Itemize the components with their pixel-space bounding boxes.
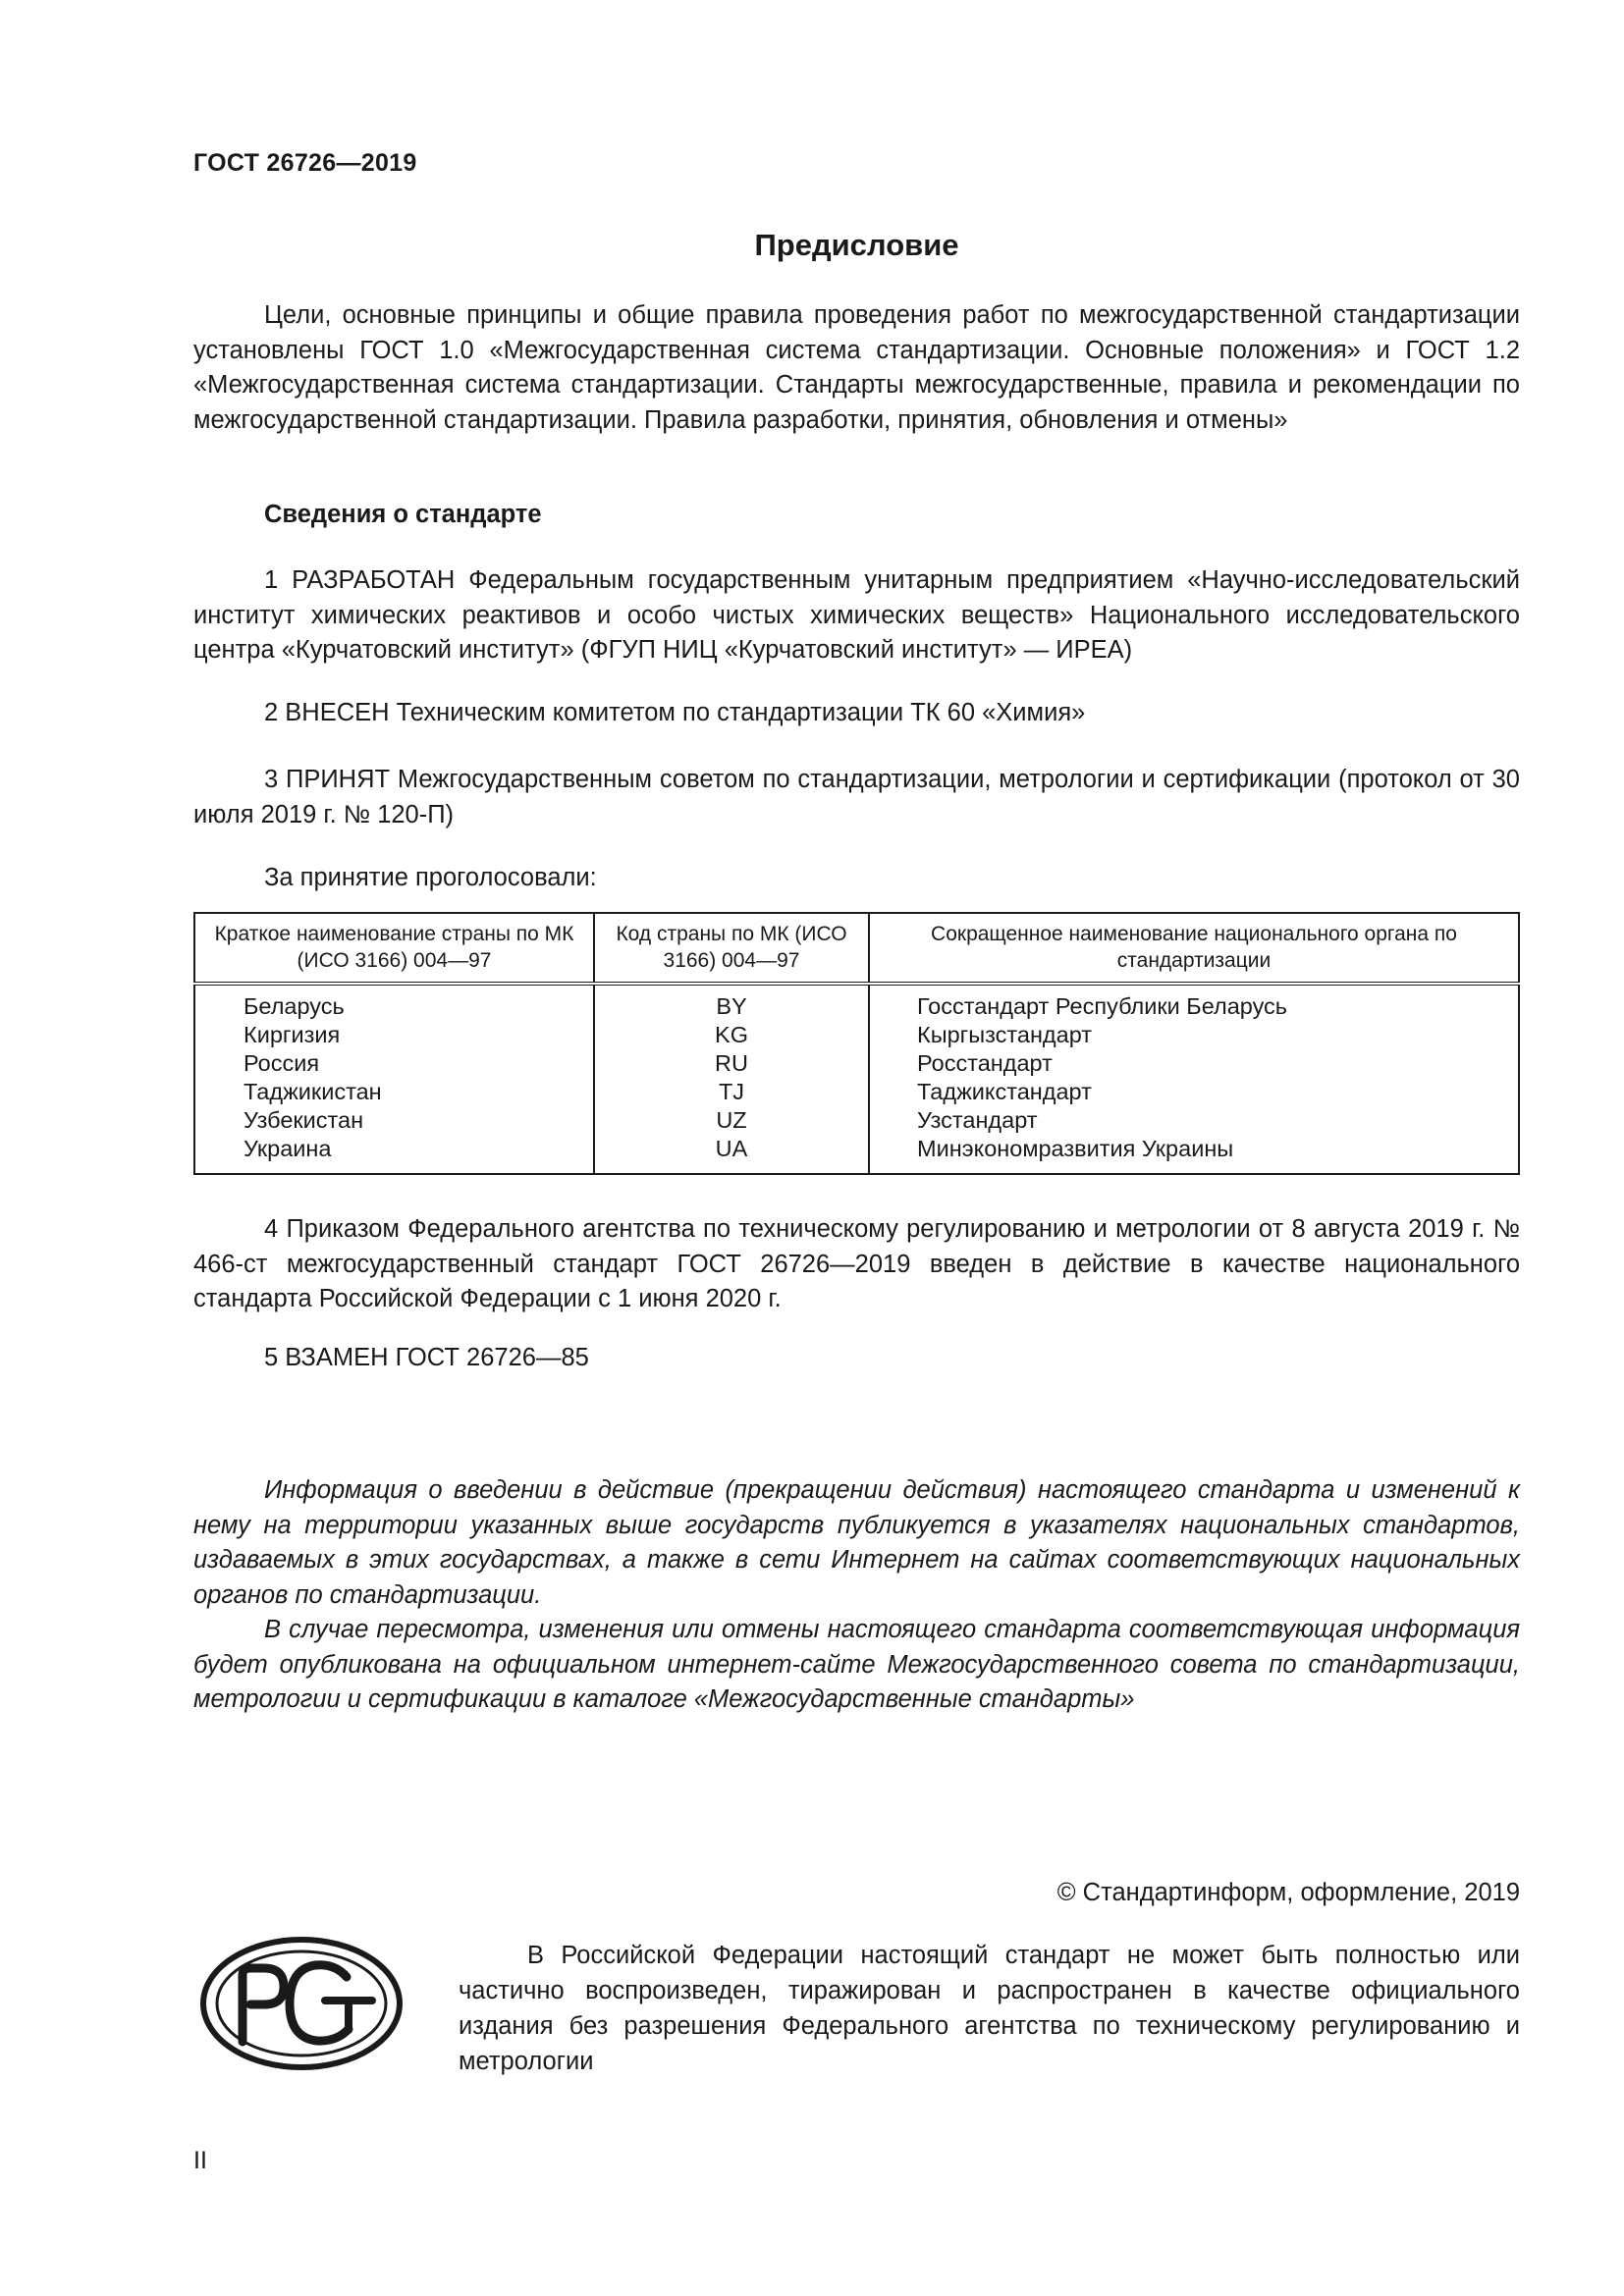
info-paragraph-2: В случае пересмотра, изменения или отмены настоящего стандарта соответствующая информация будет опубликована на официальном интернет-сайте Межгосударственного совета по стандартизации, метрологии и сертификации в каталоге «Межгосударственные стандарты» [193, 1616, 1520, 1713]
reproduction-notice: В Российской Федерации настоящий стандарт не может быть полностью или частично воспроизведен, тиражирован и распространен в качестве официального издания без разрешения Федерального агентства по техническому регулированию и метрологии [459, 1942, 1520, 2075]
item-adopted: 3 ПРИНЯТ Межгосударственным советом по стандартизации, метрологии и сертификации (протокол от 30 июля 2019 г. № 120-П) [193, 766, 1520, 828]
standards-body: Кыргызстандарт [917, 1022, 1093, 1047]
item-order: 4 Приказом Федерального агентства по техническому регулированию и метрологии от 8 августа 2019 г. № 466-ст межгосударственный стандарт ГОСТ 26726—2019 введен в действие в качестве национального стандарта Российской Федерации с 1 июня 2020 г. [193, 1215, 1520, 1312]
country-code: BY [716, 993, 747, 1019]
country-name: Украина [244, 1136, 332, 1161]
standards-body: Узстандарт [917, 1107, 1038, 1133]
member-countries-table [193, 912, 1520, 1175]
header-body-label: Сокращенное наименование национального органа по стандартизации [931, 923, 1457, 972]
body-column [869, 984, 1519, 1174]
standards-body: Таджикстандарт [917, 1079, 1092, 1104]
country-code: RU [715, 1050, 748, 1076]
document-page [193, 0, 1520, 2296]
country-code: TJ [718, 1079, 745, 1104]
intro-paragraph: Цели, основные принципы и общие правила проведения работ по межгосударственной стандартизации установлены ГОСТ 1.0 «Межгосударственная система стандартизации. Основные положения» и ГОСТ 1.2 «Межгосударственная система стандартизации. Стандарты межгосударственные, правила и рекомендации по межгосударственной стандартизации. Правила разработки, принятия, обновления и отмены» [193, 301, 1520, 434]
country-name: Таджикистан [244, 1079, 382, 1104]
table-body-row [194, 984, 1519, 1174]
country-code: UA [715, 1136, 748, 1161]
header-country-label: Краткое наименование страны по МК (ИСО 3166) 004—97 [214, 923, 574, 972]
page-number: II [193, 2147, 207, 2174]
country-name: Беларусь [244, 993, 345, 1019]
code-column [594, 984, 869, 1174]
country-code: UZ [716, 1107, 747, 1133]
country-name: Киргизия [244, 1022, 341, 1047]
standard-code: ГОСТ 26726—2019 [193, 149, 417, 177]
country-name: Россия [244, 1050, 320, 1076]
section-heading: Сведения о стандарте [264, 501, 542, 528]
header-code-label: Код страны по МК (ИСО 3166) 004—97 [616, 923, 847, 972]
header-country [194, 913, 594, 984]
header-body [869, 913, 1519, 984]
standards-body: Росстандарт [917, 1050, 1053, 1076]
voted-label: За принятие проголосовали: [264, 864, 597, 891]
rst-certification-mark-icon [199, 1936, 404, 2071]
info-paragraph-1: Информация о введении в действие (прекращении действия) настоящего стандарта и изменений к нему на территории указанных выше государств публикуется в указателях национальных стандартов, издаваемых в этих государствах, а также в сети Интернет на сайтах соответствующих национальных органов по стандартизации. [193, 1476, 1520, 1609]
standards-body: Госстандарт Республики Беларусь [917, 993, 1288, 1019]
table-header-row [194, 913, 1519, 984]
header-code [594, 913, 869, 984]
item-developed: 1 РАЗРАБОТАН Федеральным государственным унитарным предприятием «Научно-исследовательский институт химических реактивов и особо чистых химических веществ» Национального исследовательского центра «Курчатовский институт» (ФГУП НИЦ «Курчатовский институт» — ИРЕА) [193, 566, 1520, 664]
item-introduced: 2 ВНЕСЕН Техническим комитетом по стандартизации ТК 60 «Химия» [264, 699, 1086, 726]
page-title: Предисловие [754, 228, 959, 262]
country-name: Узбекистан [244, 1107, 364, 1133]
item-replaces: 5 ВЗАМЕН ГОСТ 26726—85 [264, 1344, 589, 1371]
standards-body: Минэкономразвития Украины [917, 1136, 1234, 1161]
copyright-line: © Стандартинформ, оформление, 2019 [1056, 1879, 1520, 1906]
country-column [194, 984, 594, 1174]
country-code: KG [715, 1022, 748, 1047]
